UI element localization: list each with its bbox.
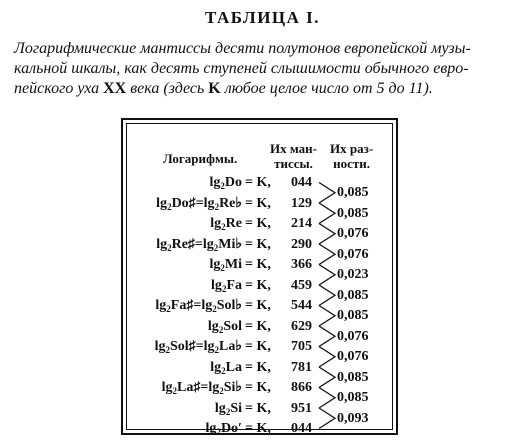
table-row <box>0 174 525 191</box>
log-expression <box>156 236 242 253</box>
note-log <box>208 319 242 334</box>
note-name: Do <box>224 175 242 190</box>
equals-k: = K, <box>245 257 271 272</box>
table-title: ТАБЛИЦА I. <box>204 8 321 27</box>
log-expression <box>162 379 242 396</box>
log-base: 2 <box>213 242 219 253</box>
difference-value: 0,085 <box>337 287 369 303</box>
mantissa-value: 866 <box>291 380 312 395</box>
difference-value: 0,085 <box>337 369 369 385</box>
caption-line-3 <box>14 79 514 99</box>
table-caption <box>14 39 514 99</box>
equals-k: = K, <box>245 339 271 354</box>
equals-k: = K, <box>245 318 271 334</box>
header-mantissas <box>270 141 317 171</box>
table-row <box>0 256 525 273</box>
table-row <box>0 195 525 212</box>
note-log <box>204 339 242 354</box>
log-expression <box>215 400 242 417</box>
table-row <box>0 236 525 253</box>
caption-text: века (здесь <box>126 80 209 97</box>
log-base: 2 <box>216 427 221 437</box>
difference-value: 0,085 <box>337 185 369 201</box>
equals-sign: = <box>193 298 202 313</box>
note-log <box>208 380 242 395</box>
caption-text: любое целое число от 5 до 11). <box>220 80 433 97</box>
log-prefix: lg <box>203 195 215 211</box>
equals-k: = K, <box>245 380 271 395</box>
note-name: La <box>225 359 242 375</box>
log-base: 2 <box>167 201 172 212</box>
note-name: La♯ <box>177 380 201 395</box>
note-name: Fa♯ <box>170 298 194 313</box>
mantissa-value: 044 <box>291 421 312 436</box>
header-differences-line2: ности. <box>333 156 371 171</box>
table-row <box>0 215 525 232</box>
note-name: Fa <box>226 277 242 293</box>
equals-k: = K, <box>245 175 271 190</box>
mantissa-value: 129 <box>291 195 312 211</box>
note-log <box>204 196 242 211</box>
log-prefix: lg <box>210 359 222 375</box>
equals-k: = K, <box>245 216 271 231</box>
equals-k: = K, <box>245 421 271 436</box>
mantissa-value: 951 <box>291 400 312 416</box>
table-row <box>0 318 525 335</box>
log-base: 2 <box>225 406 231 417</box>
header-differences <box>330 141 373 171</box>
log-base: 2 <box>219 386 224 396</box>
log-base: 2 <box>220 181 225 191</box>
note-log <box>210 257 243 272</box>
caption-century: XX <box>103 80 127 97</box>
difference-value: 0,023 <box>337 267 369 283</box>
equals-sign: = <box>195 339 204 354</box>
note-name: Do♯ <box>171 195 196 211</box>
log-expression <box>156 195 242 212</box>
log-base: 2 <box>221 283 227 294</box>
log-expression <box>206 420 242 437</box>
log-prefix: lg <box>201 298 213 313</box>
mantissa-value: 781 <box>291 359 312 375</box>
log-prefix: lg <box>207 318 219 334</box>
enharmonic-log <box>155 339 196 354</box>
log-prefix: lg <box>161 380 173 395</box>
log-expression <box>209 174 242 191</box>
log-base: 2 <box>214 201 220 212</box>
log-prefix: lg <box>208 380 220 395</box>
caption-line-2 <box>14 59 514 79</box>
log-expression <box>211 277 242 294</box>
mantissa-value: 459 <box>291 277 312 293</box>
note-name: La♭ <box>219 339 242 354</box>
note-log <box>209 175 242 190</box>
note-name: Mi <box>224 257 242 272</box>
difference-value: 0,076 <box>337 349 369 365</box>
enharmonic-log <box>156 196 196 211</box>
log-base: 2 <box>220 263 225 273</box>
mantissa-value: 044 <box>291 175 312 190</box>
table-row <box>0 297 525 314</box>
log-base: 2 <box>221 365 226 376</box>
note-name: Do′ <box>220 421 242 436</box>
log-base: 2 <box>167 242 172 253</box>
note-log <box>215 401 242 416</box>
difference-value: 0,085 <box>337 390 369 406</box>
note-name: Sol♭ <box>216 298 242 313</box>
note-log <box>203 237 242 252</box>
difference-value: 0,076 <box>337 328 369 344</box>
caption-k: K <box>208 80 221 97</box>
mantissa-value: 629 <box>291 318 312 334</box>
log-base: 2 <box>218 324 224 335</box>
note-name: Re♭ <box>219 195 242 211</box>
log-prefix: lg <box>209 257 221 272</box>
mantissa-value: 366 <box>291 257 312 272</box>
equals-k: = K, <box>245 277 271 293</box>
log-prefix: lg <box>203 339 215 354</box>
note-name: Si♭ <box>223 380 242 395</box>
equals-k: = K, <box>245 236 271 252</box>
header-differences-line1: Их раз- <box>330 141 374 156</box>
log-prefix: lg <box>155 298 167 313</box>
log-prefix: lg <box>156 195 168 211</box>
enharmonic-log <box>155 298 193 313</box>
equals-sign: = <box>200 380 209 395</box>
caption-text: Логарифмические мантиссы десяти полутонов европейской музы- <box>14 40 471 57</box>
header-mantissas-line1: Их ман- <box>270 141 317 156</box>
caption-text: пейского уха <box>14 80 104 97</box>
caption-line-1 <box>14 39 514 59</box>
log-expression <box>155 297 242 314</box>
mantissa-value: 290 <box>291 236 312 252</box>
difference-value: 0,093 <box>337 410 369 426</box>
table-row <box>0 277 525 294</box>
note-log <box>201 298 242 313</box>
mantissa-value: 214 <box>291 216 312 231</box>
difference-value: 0,085 <box>337 308 369 324</box>
table-row <box>0 400 525 417</box>
note-name: Re♯ <box>171 236 195 252</box>
mantissa-value: 544 <box>291 298 312 313</box>
table-row <box>0 359 525 376</box>
log-prefix: lg <box>202 236 214 252</box>
log-expression <box>210 256 243 273</box>
mantissa-value: 705 <box>291 339 312 354</box>
log-base: 2 <box>221 222 226 232</box>
note-name: Re <box>225 216 242 231</box>
log-prefix: lg <box>209 175 221 190</box>
log-expression <box>210 215 242 232</box>
log-prefix: lg <box>156 236 168 252</box>
equals-k: = K, <box>245 359 271 375</box>
table-row <box>0 379 525 396</box>
enharmonic-log <box>162 380 201 395</box>
log-expression <box>208 318 242 335</box>
header-logarithms: Логарифмы. <box>163 151 238 166</box>
difference-value: 0,085 <box>337 205 369 221</box>
table-row <box>0 420 525 437</box>
log-base: 2 <box>165 345 170 355</box>
log-expression <box>155 338 242 355</box>
log-expression <box>210 359 242 376</box>
note-log <box>206 421 242 436</box>
caption-text: кальной шкалы, как десять ступеней слышимости обычного евро- <box>14 60 469 77</box>
note-log <box>210 360 242 375</box>
log-base: 2 <box>212 304 217 314</box>
difference-value: 0,076 <box>337 246 369 262</box>
log-prefix: lg <box>214 400 226 416</box>
log-base: 2 <box>166 304 171 314</box>
log-prefix: lg <box>154 339 166 354</box>
enharmonic-log <box>156 237 195 252</box>
header-mantissas-line2: тиссы. <box>274 156 313 171</box>
equals-sign: = <box>195 195 204 211</box>
note-name: Sol♯ <box>169 339 196 354</box>
equals-k: = K, <box>245 195 271 211</box>
table-row <box>0 338 525 355</box>
difference-value: 0,076 <box>337 226 369 242</box>
equals-sign: = <box>194 236 203 252</box>
note-log <box>210 216 242 231</box>
log-prefix: lg <box>205 421 217 436</box>
note-name: Sol <box>223 318 242 334</box>
log-prefix: lg <box>211 277 222 293</box>
log-base: 2 <box>214 345 220 355</box>
note-log <box>211 278 242 293</box>
log-base: 2 <box>172 386 177 396</box>
equals-k: = K, <box>245 298 271 313</box>
log-prefix: lg <box>210 216 222 231</box>
note-name: Si <box>230 400 242 416</box>
note-name: Mi♭ <box>218 236 242 252</box>
equals-k: = K, <box>245 400 271 416</box>
